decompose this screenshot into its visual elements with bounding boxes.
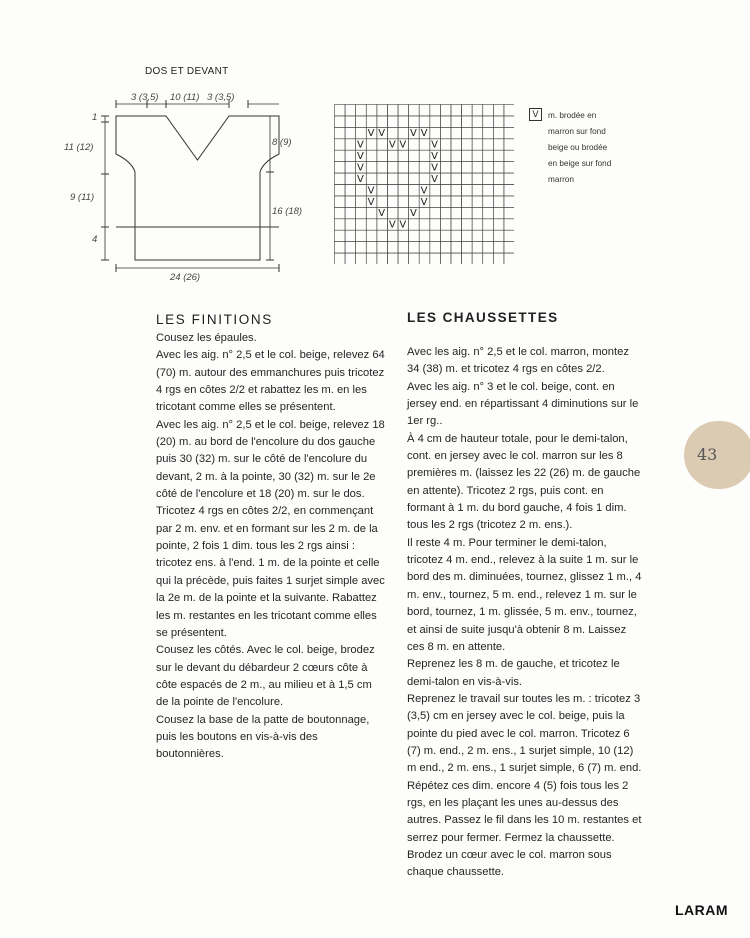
- chart-cell: [345, 150, 356, 161]
- chart-cell: [462, 219, 473, 230]
- chart-cell: [504, 253, 514, 264]
- chart-cell: [398, 242, 409, 253]
- chart-cell: [345, 207, 356, 218]
- dim-top-center: 10 (11): [170, 92, 200, 103]
- chart-cell: [356, 116, 367, 127]
- chart-cell: [409, 173, 420, 184]
- chart-cell: [398, 173, 409, 184]
- chart-cell: [451, 196, 462, 207]
- chart-cell: [451, 127, 462, 138]
- chart-cell: [440, 116, 451, 127]
- chart-cell: [472, 242, 483, 253]
- chart-cell: [398, 230, 409, 241]
- chart-cell: [472, 162, 483, 173]
- chart-cell: [356, 219, 367, 230]
- chart-cell: [440, 173, 451, 184]
- chart-cell: [387, 105, 398, 116]
- chart-cell: [483, 185, 494, 196]
- chart-cell: [335, 230, 346, 241]
- chart-cell: [409, 162, 420, 173]
- chart-cell: [409, 139, 420, 150]
- chart-cell: [335, 219, 346, 230]
- dim-bottom: 24 (26): [170, 272, 201, 283]
- chart-cell: [483, 219, 494, 230]
- chart-cell: [366, 150, 377, 161]
- chart-v-mark: V: [357, 151, 364, 163]
- legend-text: m. brodée en marron sur fond beige ou brodée en beige sur fond marron: [548, 111, 612, 184]
- chart-cell: [377, 230, 388, 241]
- dim-top-right: 3 (3,5): [207, 92, 235, 103]
- finitions-p2: Avec les aig. n° 2,5 et le col. beige, relevez 64 (70) m. autour des emmanchures puis tricotez 4 rgs en côtes 2/2 et rabattez les m. en les tricotant comme elles se présentent.: [156, 349, 385, 414]
- chart-cell: [462, 185, 473, 196]
- chart-cell: [335, 207, 346, 218]
- chart-v-mark: V: [420, 128, 428, 140]
- dim-left-1: 1: [92, 112, 98, 123]
- chart-cell: [387, 173, 398, 184]
- chart-cell: [419, 139, 430, 150]
- chart-cell: [335, 242, 346, 253]
- chart-cell: [345, 162, 356, 173]
- chart-cell: [356, 196, 367, 207]
- chart-cell: [451, 253, 462, 264]
- chart-cell: [335, 185, 346, 196]
- chart-cell: [356, 127, 367, 138]
- finitions-p3: Avec les aig. n° 2,5 et le col. beige, relevez 18 (20) m. au bord de l'encolure du dos gauche puis 30 (32) m. sur le côté de l'encolure du devant, 2 m. à la pointe, 30 (32) m. sur le 2e côté de l'encolure et 18 (20) m. sur le dos. Tricotez 4 rgs en côtes 2/2, en commençant par 2 m. env. et en formant sur les 2 m. de la pointe, 2 fois 1 dim. tous les 2 rgs ainsi : tricotez ens. à l'end. 1 m. de la pointe et celle qui la précède, puis faites 1 surjet simple avec la 2e m. de la pointe et la suivante. Rabattez les m. restantes en les tricotant comme elles se présentent.: [156, 418, 385, 639]
- finitions-p4: Cousez les côtés. Avec le col. beige, brodez sur le devant du débardeur 2 cœurs côte à côte espacés de 2 m., au milieu et à 1,5 cm de la pointe de l'encolure.: [156, 644, 375, 709]
- chart-cell: [472, 173, 483, 184]
- dim-left-4: 4: [92, 234, 98, 245]
- chart-cell: [366, 116, 377, 127]
- chart-cell: [335, 253, 346, 264]
- chart-cell: [356, 207, 367, 218]
- chart-cell: [504, 105, 514, 116]
- chart-cell: [451, 207, 462, 218]
- chart-cell: [398, 185, 409, 196]
- chart-cell: [430, 127, 441, 138]
- chart-cell: [430, 207, 441, 218]
- chart-cell: [472, 127, 483, 138]
- chart-cell: [377, 116, 388, 127]
- chart-cell: [483, 127, 494, 138]
- chart-cell: [366, 207, 377, 218]
- chart-cell: [493, 162, 504, 173]
- chart-cell: [387, 253, 398, 264]
- chart-cell: [472, 105, 483, 116]
- chart-cell: [387, 162, 398, 173]
- chart-cell: [493, 230, 504, 241]
- chart-cell: [409, 116, 420, 127]
- chart-cell: [472, 253, 483, 264]
- chart-cell: [451, 173, 462, 184]
- garment-outline: [116, 116, 279, 260]
- chart-cell: [483, 162, 494, 173]
- chart-cell: [377, 150, 388, 161]
- chart-cell: [440, 162, 451, 173]
- chart-cell: [377, 139, 388, 150]
- chart-cell: [387, 127, 398, 138]
- brand-logo: LARAM: [674, 902, 728, 918]
- chart-cell: [462, 230, 473, 241]
- chart-cell: [398, 253, 409, 264]
- heart-chart: [334, 104, 514, 264]
- chart-cell: [345, 116, 356, 127]
- chart-v-mark: V: [388, 219, 396, 231]
- chart-cell: [462, 207, 473, 218]
- chart-cell: [451, 139, 462, 150]
- chart-cell: [504, 242, 514, 253]
- chart-cell: [451, 219, 462, 230]
- chart-cell: [462, 196, 473, 207]
- chart-cell: [409, 242, 420, 253]
- chart-cell: [419, 207, 430, 218]
- dim-right-1: 8 (9): [272, 137, 292, 148]
- legend-symbol: V: [529, 108, 542, 121]
- chart-cell: [493, 173, 504, 184]
- chart-cell: [451, 242, 462, 253]
- chart-v-mark: V: [357, 139, 364, 151]
- chart-cell: [504, 219, 514, 230]
- chaussettes-p5: Reprenez les 8 m. de gauche, et tricotez le demi-talon en vis-à-vis.: [407, 658, 620, 688]
- chart-cell: [387, 242, 398, 253]
- chart-cell: [493, 116, 504, 127]
- chart-cell: [430, 253, 441, 264]
- chart-cell: [398, 116, 409, 127]
- chart-cell: [366, 105, 377, 116]
- chart-cell: [419, 116, 430, 127]
- finitions-p5: Cousez la base de la patte de boutonnage, puis les boutons en vis-à-vis des boutonnières.: [156, 713, 370, 761]
- chart-cell: [472, 139, 483, 150]
- chart-cell: [493, 139, 504, 150]
- chart-cell: [398, 105, 409, 116]
- chart-cell: [493, 196, 504, 207]
- chart-cell: [504, 207, 514, 218]
- chart-cell: [377, 196, 388, 207]
- chart-cell: [493, 185, 504, 196]
- chart-cell: [398, 196, 409, 207]
- chart-cell: [504, 139, 514, 150]
- chart-cell: [483, 230, 494, 241]
- chart-cell: [409, 196, 420, 207]
- chart-cell: [430, 230, 441, 241]
- chart-v-mark: V: [357, 173, 364, 185]
- chaussettes-title: LES CHAUSSETTES: [407, 310, 559, 325]
- chart-v-mark: V: [420, 196, 428, 208]
- dim-top-left: 3 (3,5): [131, 92, 159, 103]
- chart-cell: [504, 127, 514, 138]
- chart-cell: [504, 116, 514, 127]
- chart-cell: [472, 116, 483, 127]
- chaussettes-p3: À 4 cm de hauteur totale, pour le demi-talon, cont. en jersey avec le col. marron sur les 8 premières m. (laissez les 22 (26) m. de gauche en attente). Tricotez 2 rgs, puis cont. en formant à 1 m. du bord gauche, 4 fois 1 dim. tous les 2 rgs (tricotez 2 m. ens.).: [407, 432, 641, 532]
- chart-cell: [345, 139, 356, 150]
- chart-cell: [462, 242, 473, 253]
- finitions-p1: Cousez les épaules.: [156, 332, 257, 344]
- chart-cell: [451, 150, 462, 161]
- chart-cell: [440, 230, 451, 241]
- chart-cell: [493, 105, 504, 116]
- chart-cell: [430, 116, 441, 127]
- chart-cell: [472, 207, 483, 218]
- finitions-title: LES FINITIONS: [156, 312, 273, 327]
- dim-left-2: 11 (12): [64, 142, 94, 153]
- chart-cell: [493, 219, 504, 230]
- chart-cell: [398, 127, 409, 138]
- chart-cell: [335, 173, 346, 184]
- chart-cell: [366, 219, 377, 230]
- chart-cell: [483, 105, 494, 116]
- chart-cell: [472, 219, 483, 230]
- chart-cell: [377, 105, 388, 116]
- chart-cell: [504, 185, 514, 196]
- chart-cell: [335, 116, 346, 127]
- chart-cell: [345, 173, 356, 184]
- chart-v-mark: V: [409, 128, 417, 140]
- chart-v-mark: V: [367, 196, 375, 208]
- chart-cell: [430, 242, 441, 253]
- chart-cell: [440, 207, 451, 218]
- chart-cell: [409, 105, 420, 116]
- chart-cell: [335, 127, 346, 138]
- chart-cell: [493, 150, 504, 161]
- chart-cell: [356, 253, 367, 264]
- chaussettes-p2: Avec les aig. n° 3 et le col. beige, cont. en jersey end. en répartissant 4 diminutions sur le 1er rg..: [407, 380, 639, 428]
- chart-cell: [345, 242, 356, 253]
- chart-cell: [356, 242, 367, 253]
- chart-cell: [483, 253, 494, 264]
- chart-v-mark: V: [420, 185, 428, 197]
- chart-cell: [419, 253, 430, 264]
- chart-cell: [472, 196, 483, 207]
- chart-cell: [504, 162, 514, 173]
- chart-cell: [409, 230, 420, 241]
- chart-cell: [440, 185, 451, 196]
- chart-cell: [366, 253, 377, 264]
- chart-cell: [493, 127, 504, 138]
- chart-cell: [345, 196, 356, 207]
- chart-cell: [504, 173, 514, 184]
- chart-cell: [345, 185, 356, 196]
- chart-cell: [440, 253, 451, 264]
- chart-cell: [366, 139, 377, 150]
- chart-cell: [440, 105, 451, 116]
- chart-v-mark: V: [357, 162, 364, 174]
- dim-left-3: 9 (11): [70, 192, 95, 203]
- chart-cell: [483, 116, 494, 127]
- chart-cell: [345, 253, 356, 264]
- chart-cell: [387, 196, 398, 207]
- chart-cell: [493, 253, 504, 264]
- chart-cell: [377, 185, 388, 196]
- chart-cell: [419, 162, 430, 173]
- chart-cell: [483, 207, 494, 218]
- chart-cell: [440, 219, 451, 230]
- chart-cell: [472, 185, 483, 196]
- chart-v-mark: V: [409, 208, 417, 220]
- chart-v-mark: V: [399, 219, 407, 231]
- chart-cell: [335, 162, 346, 173]
- chart-v-mark: V: [367, 128, 375, 140]
- garment-schema: [80, 82, 320, 282]
- chart-cell: [472, 150, 483, 161]
- chart-cell: [440, 139, 451, 150]
- chart-cell: [356, 230, 367, 241]
- chart-cell: [409, 253, 420, 264]
- chart-cell: [504, 230, 514, 241]
- chart-cell: [335, 105, 346, 116]
- chart-cell: [366, 162, 377, 173]
- chart-cell: [504, 150, 514, 161]
- chart-cell: [462, 116, 473, 127]
- chart-cell: [419, 150, 430, 161]
- chart-cell: [409, 150, 420, 161]
- chart-cell: [493, 207, 504, 218]
- chart-cell: [483, 196, 494, 207]
- chaussettes-p7: Brodez un cœur avec le col. marron sous chaque chaussette.: [407, 848, 612, 879]
- chart-cell: [377, 173, 388, 184]
- chart-cell: [409, 219, 420, 230]
- chart-cell: [430, 185, 441, 196]
- chart-cell: [440, 150, 451, 161]
- chart-cell: [398, 150, 409, 161]
- chart-cell: [377, 219, 388, 230]
- chart-cell: [356, 185, 367, 196]
- chart-cell: [366, 230, 377, 241]
- chart-cell: [462, 105, 473, 116]
- chart-cell: [483, 242, 494, 253]
- chart-cell: [440, 127, 451, 138]
- chart-cell: [345, 230, 356, 241]
- chart-cell: [419, 230, 430, 241]
- chart-cell: [366, 242, 377, 253]
- chart-v-mark: V: [388, 139, 396, 151]
- page-number: 43: [697, 445, 718, 464]
- chart-cell: [451, 162, 462, 173]
- finitions-body: [156, 330, 386, 764]
- chart-v-mark: V: [431, 162, 439, 174]
- chart-cell: [451, 116, 462, 127]
- chart-cell: [483, 150, 494, 161]
- chart-cell: [345, 127, 356, 138]
- chart-cell: [387, 230, 398, 241]
- chaussettes-body: [407, 344, 644, 882]
- chart-cell: [419, 242, 430, 253]
- chart-cell: [430, 105, 441, 116]
- chaussettes-p6: Reprenez le travail sur toutes les m. : tricotez 3 (3,5) cm en jersey avec le col. beige, puis la pointe du pied avec le col. marron. Tricotez 6 (7) m. end., 2 m. ens., 1 surjet simple, 10 (12) m end., 2 m. ens., 1 surjet simple, 6 (7) m. end. Répétez ces dim. encore 4 (5) fois tous les 2 rgs, en les plaçant les unes au-dessus des autres. Passez le fil dans les 10 m. restantes et serrez pour fermer. Fermez la chaussette.: [407, 692, 642, 844]
- chart-cell: [430, 219, 441, 230]
- chart-cell: [440, 196, 451, 207]
- chart-cell: [366, 173, 377, 184]
- chart-cell: [419, 173, 430, 184]
- chart-cell: [451, 185, 462, 196]
- chart-cell: [462, 253, 473, 264]
- chart-cell: [419, 105, 430, 116]
- chart-cell: [483, 173, 494, 184]
- chart-cell: [462, 139, 473, 150]
- chart-cell: [504, 196, 514, 207]
- chart-cell: [462, 150, 473, 161]
- chart-v-mark: V: [431, 151, 439, 163]
- chart-v-mark: V: [431, 173, 439, 185]
- chart-cell: [377, 162, 388, 173]
- chart-cell: [430, 196, 441, 207]
- chart-cell: [387, 116, 398, 127]
- chart-cell: [398, 162, 409, 173]
- chart-v-mark: V: [367, 185, 375, 197]
- chart-cell: [387, 207, 398, 218]
- chart-cell: [356, 105, 367, 116]
- chart-cell: [345, 219, 356, 230]
- chart-v-mark: V: [431, 139, 439, 151]
- chart-cell: [483, 139, 494, 150]
- schema-title: DOS ET DEVANT: [145, 66, 229, 77]
- chart-cell: [409, 185, 420, 196]
- chart-cell: [462, 162, 473, 173]
- chart-v-mark: V: [378, 208, 386, 220]
- chart-cell: [345, 105, 356, 116]
- chart-cell: [451, 105, 462, 116]
- chart-cell: [472, 230, 483, 241]
- chart-cell: [462, 127, 473, 138]
- chart-cell: [377, 253, 388, 264]
- chart-cell: [335, 150, 346, 161]
- chart-cell: [462, 173, 473, 184]
- chart-cell: [335, 139, 346, 150]
- chart-cell: [387, 150, 398, 161]
- chart-v-mark: V: [378, 128, 386, 140]
- chart-cell: [451, 230, 462, 241]
- chart-cell: [419, 219, 430, 230]
- chart-cell: [493, 242, 504, 253]
- chart-cell: [377, 242, 388, 253]
- chart-cell: [335, 196, 346, 207]
- chaussettes-p4: Il reste 4 m. Pour terminer le demi-talon, tricotez 4 m. end., relevez à la suite 1 m. sur le bord des m. diminuées, tournez, glissez 1 m., 4 m. env., tournez, 5 m. end., relevez 1 m. sur le bord, tournez, 1 m. glissée, 5 m. env., tournez, et ainsi de suite jusqu'à obtenir 8 m. Laissez ces 8 m. en attente.: [407, 536, 642, 653]
- chart-cell: [398, 207, 409, 218]
- chart-v-mark: V: [399, 139, 407, 151]
- dim-right-2: 16 (18): [272, 206, 303, 217]
- chart-cell: [440, 242, 451, 253]
- chart-cell: [387, 185, 398, 196]
- chaussettes-p1: Avec les aig. n° 2,5 et le col. marron, montez 34 (38) m. et tricotez 4 rgs en côtes 2/2.: [407, 346, 629, 376]
